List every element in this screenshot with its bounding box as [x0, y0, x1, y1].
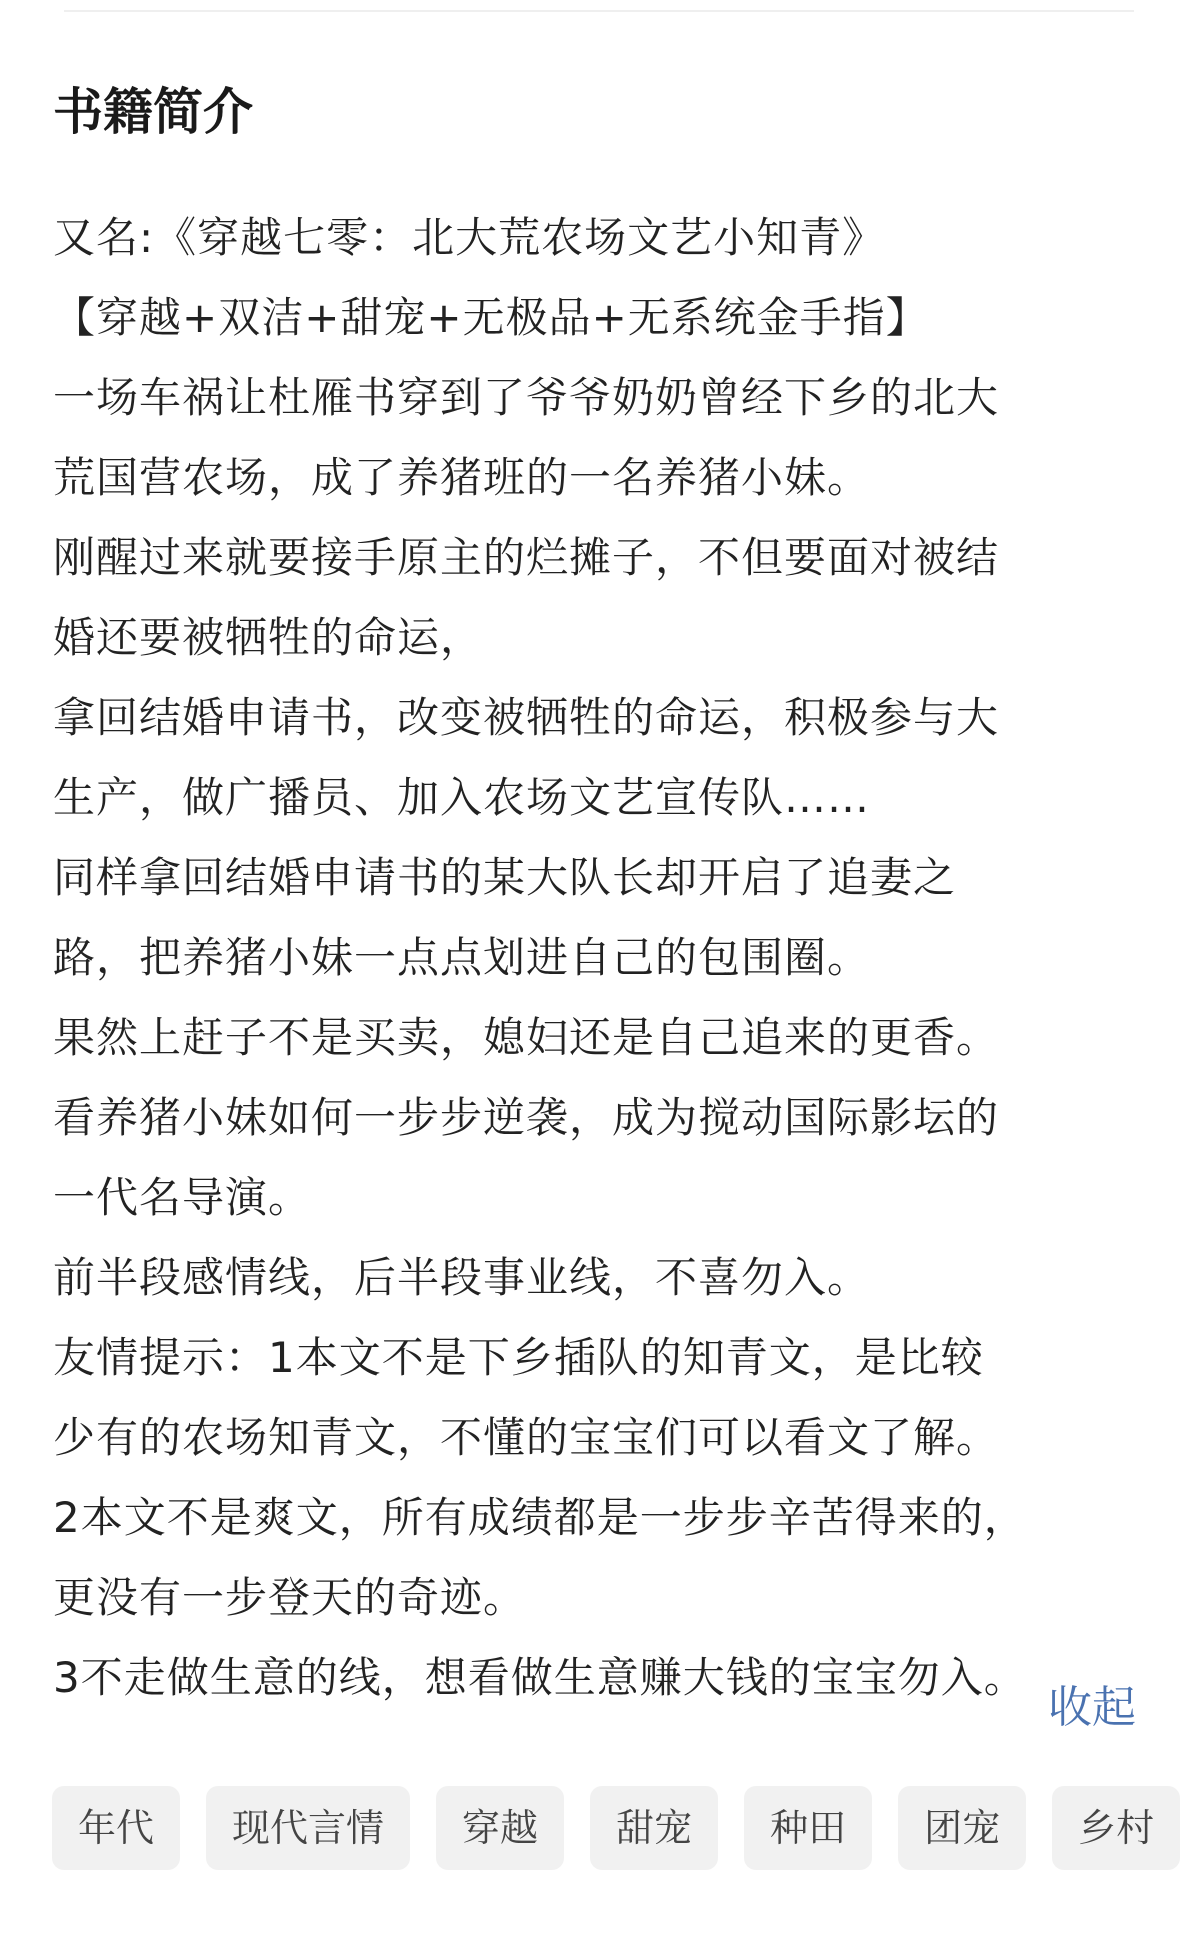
intro-line: 同样拿回结婚申请书的某大队长却开启了追妻之	[53, 853, 957, 902]
tag-chip[interactable]: 乡村	[1052, 1786, 1180, 1870]
tag-list	[52, 1786, 1198, 1870]
intro-line: 生产，做广播员、加入农场文艺宣传队……	[53, 773, 871, 822]
intro-line: 看养猪小妹如何一步步逆袭，成为搅动国际影坛的	[53, 1093, 1000, 1142]
tag-chip[interactable]: 现代言情	[206, 1786, 410, 1870]
intro-line: 3不走做生意的线，想看做生意赚大钱的宝宝勿入。	[53, 1653, 1027, 1702]
intro-line: 【穿越+双洁+甜宠+无极品+无系统金手指】	[53, 293, 929, 342]
section-title: 书籍简介	[53, 83, 253, 141]
tag-chip[interactable]: 年代	[52, 1786, 180, 1870]
intro-line: 2本文不是爽文，所有成绩都是一步步辛苦得来的，	[53, 1493, 1027, 1542]
intro-line: 又名:《穿越七零：北大荒农场文艺小知青》	[53, 213, 886, 262]
intro-line: 拿回结婚申请书，改变被牺牲的命运，积极参与大	[53, 693, 1000, 742]
tag-chip[interactable]: 种田	[744, 1786, 872, 1870]
intro-line: 婚还要被牺牲的命运，	[53, 613, 484, 662]
intro-line: 友情提示：1本文不是下乡插队的知青文，是比较	[53, 1333, 984, 1382]
intro-line: 更没有一步登天的奇迹。	[53, 1573, 527, 1622]
intro-line: 果然上赶子不是买卖，媳妇还是自己追来的更香。	[53, 1013, 1000, 1062]
book-intro	[53, 198, 1145, 1718]
intro-line: 路，把养猪小妹一点点划进自己的包围圈。	[53, 933, 871, 982]
intro-line: 少有的农场知青文，不懂的宝宝们可以看文了解。	[53, 1413, 1000, 1462]
collapse-button[interactable]: 收起	[1048, 1682, 1136, 1733]
tag-chip[interactable]: 团宠	[898, 1786, 1026, 1870]
intro-line: 前半段感情线，后半段事业线，不喜勿入。	[53, 1253, 871, 1302]
intro-line: 刚醒过来就要接手原主的烂摊子，不但要面对被结	[53, 533, 1000, 582]
tag-chip[interactable]: 甜宠	[590, 1786, 718, 1870]
top-divider	[64, 10, 1134, 12]
intro-line: 荒国营农场，成了养猪班的一名养猪小妹。	[53, 453, 871, 502]
tag-chip[interactable]: 穿越	[436, 1786, 564, 1870]
intro-line: 一场车祸让杜雁书穿到了爷爷奶奶曾经下乡的北大	[53, 373, 1000, 422]
intro-line: 一代名导演。	[53, 1173, 312, 1222]
